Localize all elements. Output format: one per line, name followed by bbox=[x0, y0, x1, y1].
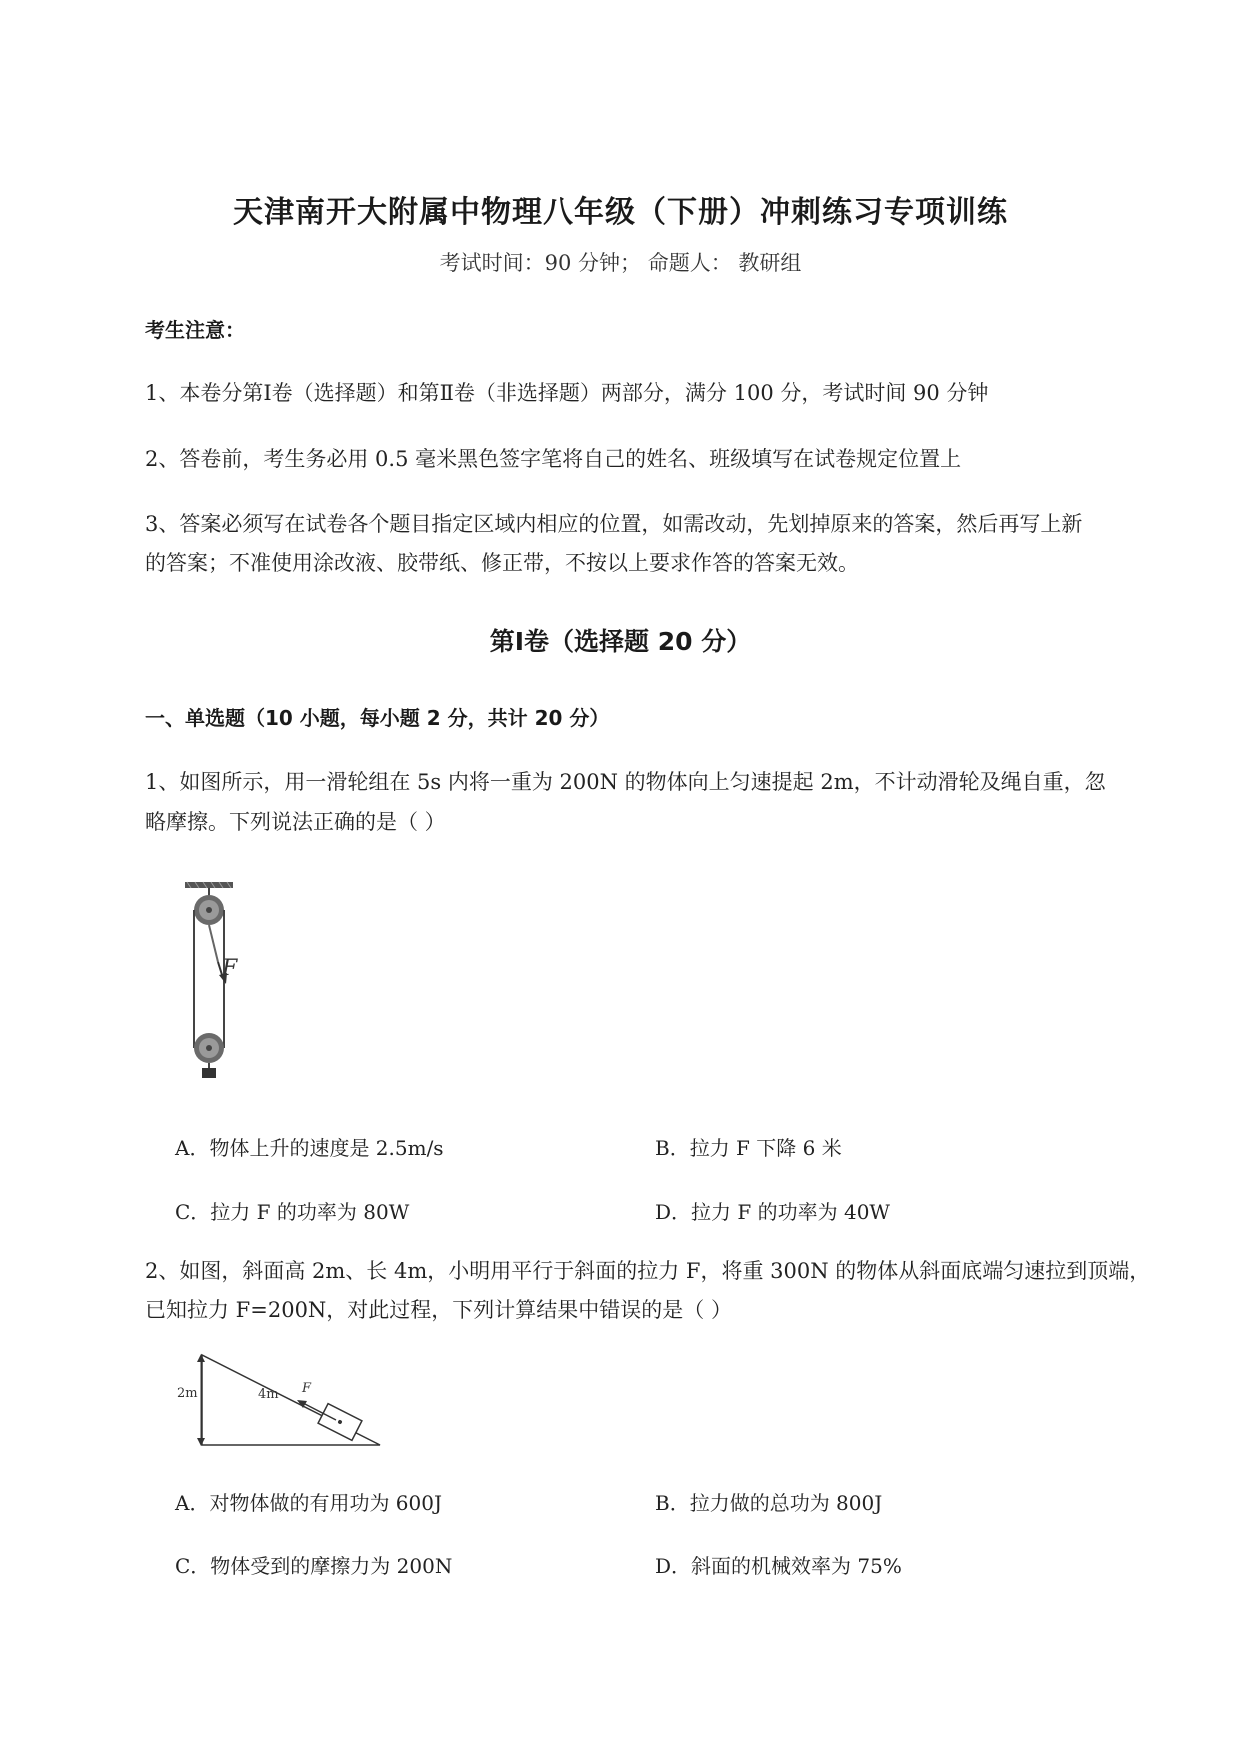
length-label: 4m bbox=[258, 1387, 279, 1402]
notice-item-1: 1、本卷分第Ⅰ卷（选择题）和第Ⅱ卷（非选择题）两部分，满分 100 分，考试时间 90 分钟 bbox=[145, 381, 989, 405]
incline-figure bbox=[175, 1350, 390, 1454]
question-1-option-c: C．拉力 F 的功率为 80W bbox=[175, 1200, 410, 1224]
force-label: F bbox=[302, 1381, 312, 1396]
part-heading: 一、单选题（10 小题，每小题 2 分，共计 20 分） bbox=[145, 706, 610, 730]
question-2-option-b: B．拉力做的总功为 800J bbox=[655, 1491, 883, 1515]
question-1-text: 1、如图所示，用一滑轮组在 5s 内将一重为 200N 的物体向上匀速提起 2m，不计动滑轮及绳自重，忽 bbox=[145, 770, 1106, 794]
question-1-option-b: B．拉力 F 下降 6 米 bbox=[655, 1136, 842, 1160]
height-label: 2m bbox=[177, 1386, 198, 1401]
notice-heading: 考生注意： bbox=[145, 318, 245, 342]
pulley-figure bbox=[170, 880, 260, 1084]
question-1-option-d: D．拉力 F 的功率为 40W bbox=[655, 1200, 890, 1224]
question-2-text-cont: 已知拉力 F=200N，对此过程，下列计算结果中错误的是（ ） bbox=[145, 1298, 732, 1322]
notice-item-3-cont: 的答案；不准使用涂改液、胶带纸、修正带，不按以上要求作答的答案无效。 bbox=[145, 551, 859, 575]
question-1-text-cont: 略摩擦。下列说法正确的是（ ） bbox=[145, 810, 446, 834]
question-2-text: 2、如图，斜面高 2m、长 4m，小明用平行于斜面的拉力 F，将重 300N 的物体从斜面底端匀速拉到顶端， bbox=[145, 1259, 1151, 1283]
section-title: 第Ⅰ卷（选择题 20 分） bbox=[489, 627, 752, 656]
notice-item-3: 3、答案必须写在试卷各个题目指定区域内相应的位置，如需改动，先划掉原来的答案，然后再写上新 bbox=[145, 512, 1083, 536]
question-2-option-c: C．物体受到的摩擦力为 200N bbox=[175, 1554, 453, 1578]
notice-item-2: 2、答卷前，考生务必用 0.5 毫米黑色签字笔将自己的姓名、班级填写在试卷规定位置上 bbox=[145, 447, 962, 471]
question-2-option-a: A．对物体做的有用功为 600J bbox=[175, 1491, 442, 1515]
exam-info: 考试时间：90 分钟； 命题人： 教研组 bbox=[439, 251, 802, 275]
question-1-option-a: A．物体上升的速度是 2.5m/s bbox=[175, 1136, 444, 1160]
question-2-option-d: D．斜面的机械效率为 75% bbox=[655, 1554, 902, 1578]
force-label: F bbox=[222, 956, 238, 981]
document-title: 天津南开大附属中物理八年级（下册）冲刺练习专项训练 bbox=[233, 195, 1008, 230]
